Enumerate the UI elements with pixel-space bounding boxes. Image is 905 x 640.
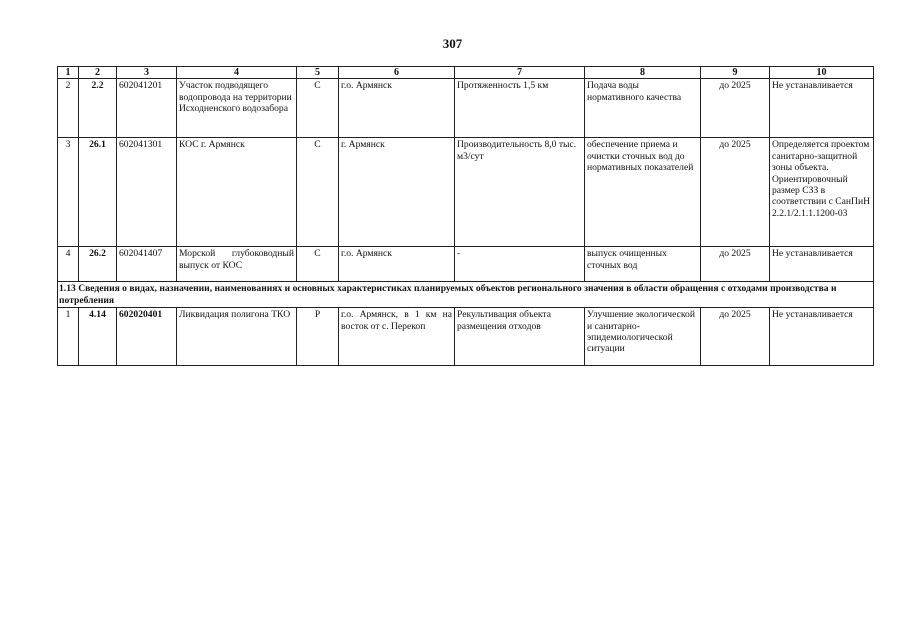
cell-status: Р <box>297 308 339 366</box>
cell-n: 4 <box>58 247 79 282</box>
cell-purpose: обеспечение приема и очистки сточных вод до нормативных показателей <box>585 138 701 247</box>
cell-code: 4.14 <box>79 308 117 366</box>
cell-name: КОС г. Армянск <box>177 138 297 247</box>
cell-code: 26.2 <box>79 247 117 282</box>
col-header-2: 2 <box>79 67 117 79</box>
table-row <box>58 308 874 366</box>
cell-characteristics: Производительность 8,0 тыс. м3/сут <box>455 138 585 247</box>
col-header-8: 8 <box>585 67 701 79</box>
cell-deadline: до 2025 <box>701 79 770 138</box>
cell-n: 1 <box>58 308 79 366</box>
cell-name: Ликвидация полигона ТКО <box>177 308 297 366</box>
cell-zone: Не устанавливается <box>770 247 874 282</box>
cell-status: С <box>297 79 339 138</box>
cell-characteristics: Рекультивация объекта размещения отходов <box>455 308 585 366</box>
cell-location: г.о. Армянск <box>339 247 455 282</box>
header-row <box>58 67 874 79</box>
planning-table <box>57 66 874 366</box>
cell-zone: Определяется проектом санитарно-защитной зоны объекта. Ориентировочный размер СЗЗ в соответствии с СанПиН 2.2.1/2.1.1.1200-03 <box>770 138 874 247</box>
col-header-1: 1 <box>58 67 79 79</box>
cell-zone: Не устанавливается <box>770 308 874 366</box>
col-header-9: 9 <box>701 67 770 79</box>
page-number: 307 <box>442 36 463 51</box>
cell-id: 602041407 <box>117 247 177 282</box>
cell-code: 26.1 <box>79 138 117 247</box>
col-header-7: 7 <box>455 67 585 79</box>
cell-deadline: до 2025 <box>701 308 770 366</box>
cell-n: 2 <box>58 79 79 138</box>
cell-purpose: Улучшение экологической и санитарно-эпидемиологической ситуации <box>585 308 701 366</box>
col-header-10: 10 <box>770 67 874 79</box>
cell-code: 2.2 <box>79 79 117 138</box>
cell-location: г.о. Армянск, в 1 км на восток от с. Перекоп <box>339 308 455 366</box>
col-header-4: 4 <box>177 67 297 79</box>
cell-location: г.о. Армянск <box>339 79 455 138</box>
cell-characteristics: Протяженность 1,5 км <box>455 79 585 138</box>
section-title: 1.13 Сведения о видах, назначении, наименованиях и основных характеристиках планируемых объектов регионального значения в области обращения с отходами производства и потребления <box>58 282 874 308</box>
col-header-5: 5 <box>297 67 339 79</box>
cell-status: С <box>297 247 339 282</box>
cell-deadline: до 2025 <box>701 247 770 282</box>
table-row <box>58 138 874 247</box>
cell-purpose: Подача воды нормативного качества <box>585 79 701 138</box>
cell-location: г. Армянск <box>339 138 455 247</box>
col-header-6: 6 <box>339 67 455 79</box>
cell-id: 602041201 <box>117 79 177 138</box>
cell-id: 602041301 <box>117 138 177 247</box>
cell-purpose: выпуск очищенных сточных вод <box>585 247 701 282</box>
cell-name: Морской глубоководный выпуск от КОС <box>177 247 297 282</box>
col-header-3: 3 <box>117 67 177 79</box>
table-row <box>58 79 874 138</box>
cell-n: 3 <box>58 138 79 247</box>
cell-characteristics: - <box>455 247 585 282</box>
section-header-row <box>58 282 874 308</box>
cell-name: Участок подводящего водопровода на территории Исходненского водозабора <box>177 79 297 138</box>
cell-id: 602020401 <box>117 308 177 366</box>
cell-status: С <box>297 138 339 247</box>
table-row <box>58 247 874 282</box>
cell-deadline: до 2025 <box>701 138 770 247</box>
cell-zone: Не устанавливается <box>770 79 874 138</box>
